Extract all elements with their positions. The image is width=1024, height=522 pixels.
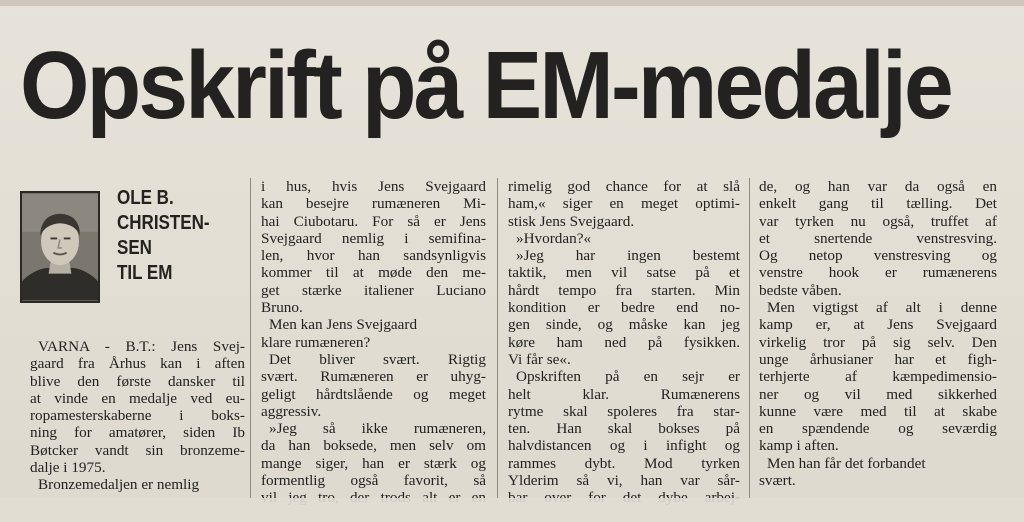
article-column-4 <box>759 178 997 489</box>
text-line: en spændende og seværdig <box>759 420 997 438</box>
text-line: Men vigtigst af alt i denne <box>767 299 997 317</box>
text-line: ten. Han skal bokses på <box>508 420 740 438</box>
text-line: at vinde en medalje ved eu- <box>30 389 245 407</box>
column-rule <box>497 178 498 498</box>
headline: Opskrift på EM-medalje <box>20 32 951 139</box>
text-line: terhjerte af kæmpedimensio- <box>759 368 997 386</box>
text-line: get stærke italiener Luciano <box>261 281 486 299</box>
text-line: rytme skal spoleres fra star- <box>508 402 740 420</box>
text-line: venstre hook er rumænerens <box>759 264 997 282</box>
text-line: »Jeg så ikke rumæneren, <box>269 420 486 438</box>
portrait-photo-icon <box>22 193 98 301</box>
text-line: bedste våben. <box>759 281 842 299</box>
bottom-edge <box>0 498 1024 522</box>
byline-line: SEN <box>117 237 152 259</box>
text-line: VARNA - B.T.: Jens Svej- <box>38 338 245 355</box>
text-line: kan besejre rumæneren Mi- <box>261 195 486 213</box>
text-line: Bruno. <box>261 299 303 317</box>
text-line: kondition er bedre end no- <box>508 299 740 317</box>
text-line: stisk Jens Svejgaard. <box>508 212 635 230</box>
byline <box>117 186 211 286</box>
text-line: gaard fra Århus kan i aften <box>30 355 245 373</box>
text-line: hårdt tempo fra starten. Min <box>508 281 740 299</box>
text-line: hai Ciubotaru. For så er Jens <box>261 212 486 230</box>
text-line: unge århusianer har et figh- <box>759 350 997 368</box>
column-rule <box>749 178 750 498</box>
article-column-1 <box>30 338 245 494</box>
column-rule <box>250 178 251 498</box>
text-line: et snertende venstresving. <box>759 229 997 247</box>
text-line: Vi får se«. <box>508 350 571 368</box>
text-line: kommer til at møde den me- <box>261 264 486 282</box>
text-line: ham,« siger en meget optimi- <box>508 195 740 213</box>
text-line: »Jeg har ingen bestemt <box>516 247 740 265</box>
text-line: Svejgaard nemlig i semifina- <box>261 229 486 247</box>
text-line: ning for amatører, siden Ib <box>30 424 245 442</box>
byline-line: CHRISTEN- <box>117 212 210 234</box>
text-line: virkelig tror på sig selv. Den <box>759 333 997 351</box>
text-line: Men han får det forbandet <box>767 454 926 472</box>
text-line: gen sinde, og måske kan jeg <box>508 316 740 334</box>
text-line: var tyrken nu også, truffet af <box>759 212 997 230</box>
article-column-2 <box>261 178 486 507</box>
text-line: helt klar. Rumænerens <box>508 385 740 403</box>
text-line: halvdistancen og i infight og <box>508 437 740 455</box>
text-line: kamp i aften. <box>759 437 839 455</box>
text-line: ropamesterskaberne i boks- <box>30 407 245 425</box>
text-line: aggressiv. <box>261 402 322 420</box>
text-line: kamp er, at Jens Svejgaard <box>759 316 997 334</box>
text-line: ner og vil med sikkerhed <box>759 385 997 403</box>
text-line: Det bliver svært. Rigtig <box>269 350 486 368</box>
text-line: taktik, men vil satse på et <box>508 264 740 282</box>
text-line: blive den første dansker til <box>30 372 245 390</box>
text-line: Men kan Jens Svejgaard <box>269 316 418 334</box>
top-edge <box>0 0 1024 6</box>
text-line: svært. Rumæneren er uhyg- <box>261 368 486 386</box>
text-line: de, og han var da også en <box>759 178 997 195</box>
text-line: da han boksede, men selv om <box>261 437 486 455</box>
text-line: køre ham ned på fysikken. <box>508 333 740 351</box>
text-line: Bøtcker vandt sin bronzeme- <box>30 441 245 459</box>
text-line: dalje i 1975. <box>30 459 106 477</box>
text-line: Og netop venstresving og <box>759 247 997 265</box>
text-line: enkelt gang til tælling. Det <box>759 195 997 213</box>
text-line: kunne være med til at skabe <box>759 402 997 420</box>
byline-line: OLE B. <box>117 187 174 209</box>
text-line: i hus, hvis Jens Svejgaard <box>261 178 486 195</box>
text-line: »Hvordan?« <box>516 229 592 247</box>
text-line: klare rumæneren? <box>261 333 371 351</box>
text-line: Opskriften på en sejr er <box>516 368 740 386</box>
text-line: geligt hårdtslående og meget <box>261 385 486 403</box>
byline-line: TIL EM <box>117 262 173 284</box>
text-line: rimelig god chance for at slå <box>508 178 740 195</box>
author-photo <box>20 191 100 303</box>
article-column-3 <box>508 178 740 507</box>
text-line: mange siger, han er stærk og <box>261 454 486 472</box>
text-line: rammes dybt. Mod tyrken <box>508 454 740 472</box>
text-line: Bronzemedaljen er nemlig <box>38 476 200 494</box>
text-line: Ylderim så vi, han var sår- <box>508 472 740 490</box>
text-line: svært. <box>759 472 796 490</box>
text-line: len, hvor han sandsynligvis <box>261 247 486 265</box>
text-line: formentlig også favorit, så <box>261 472 486 490</box>
